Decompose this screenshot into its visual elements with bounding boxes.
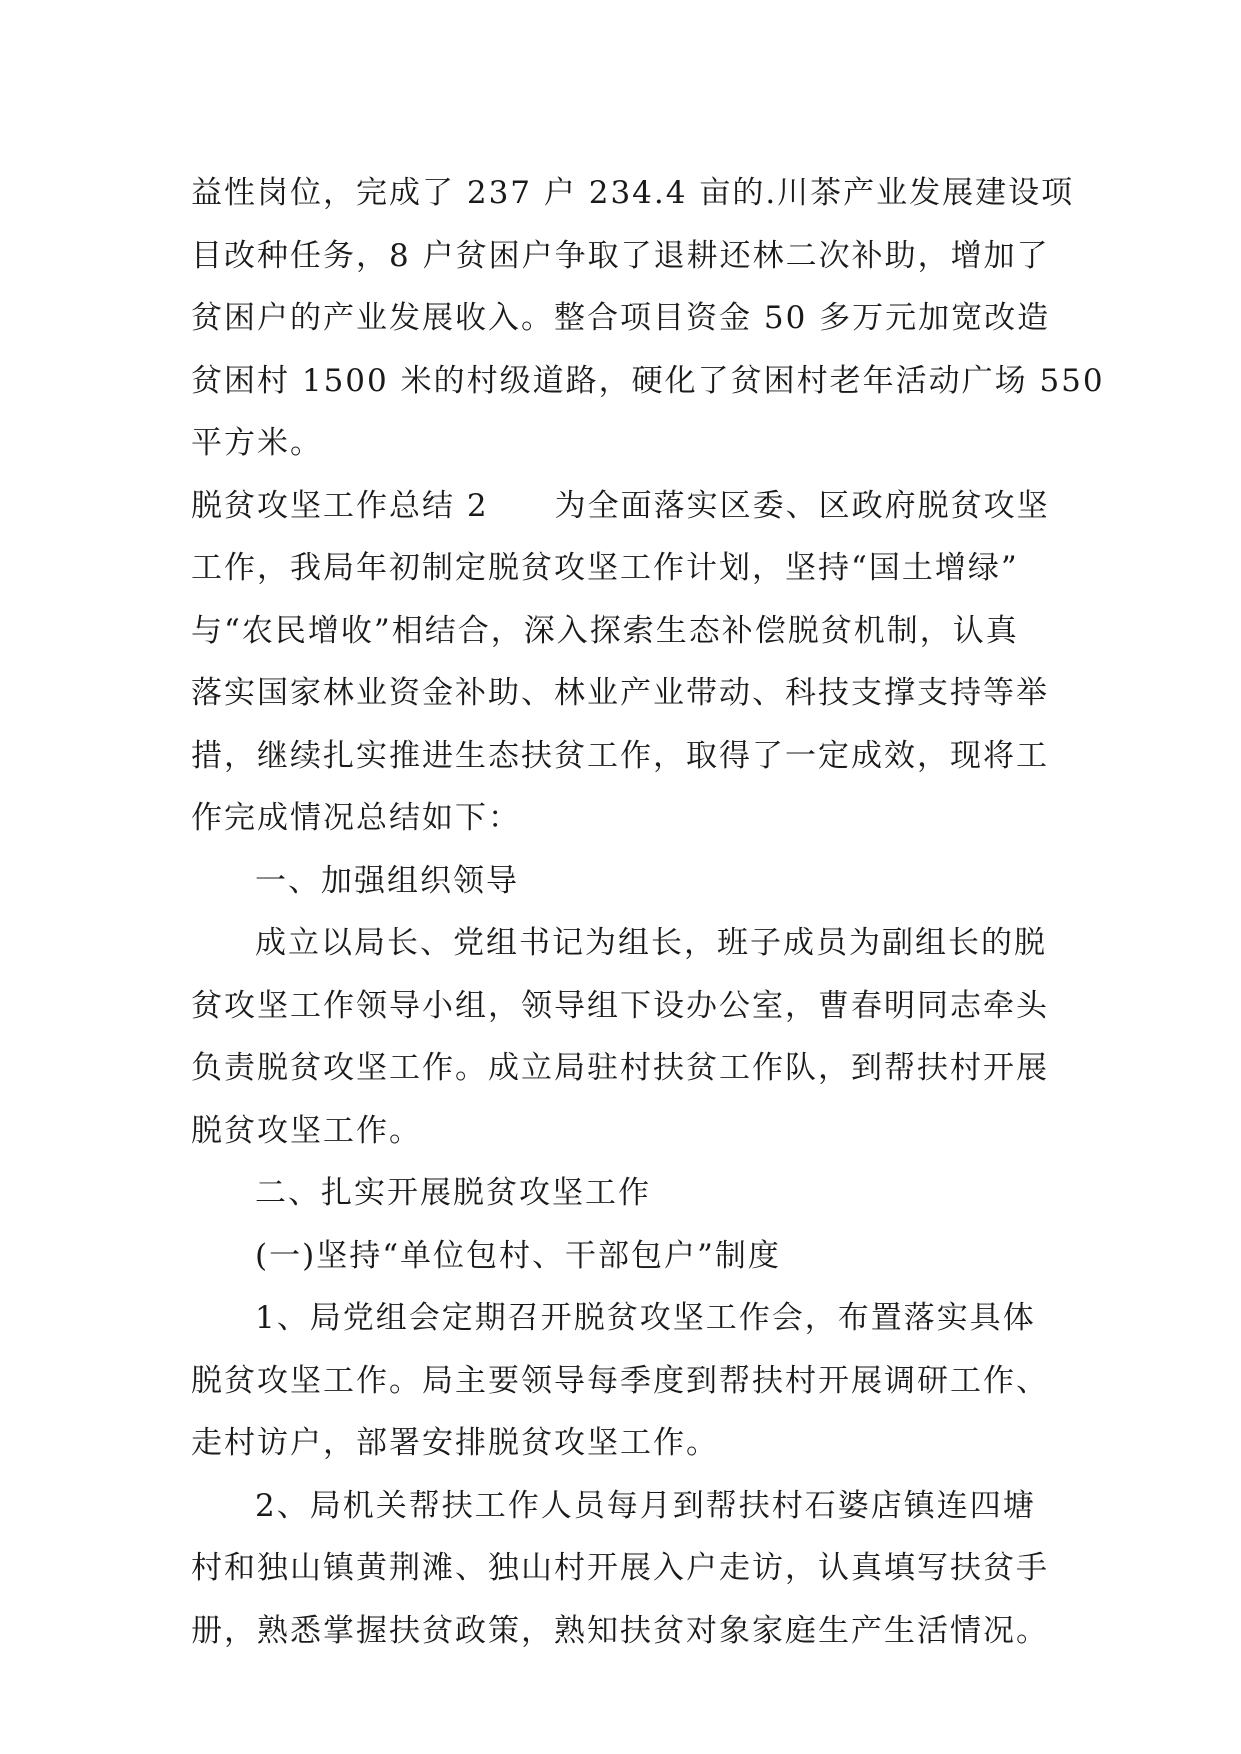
- text-line: 益性岗位，完成了 237 户 234.4 亩的.川茶产业发展建设项: [191, 175, 1075, 211]
- text-line: 贫困户的产业发展收入。整合项目资金 50 多万元加宽改造: [191, 300, 1051, 336]
- text-line: 措，继续扎实推进生态扶贫工作，取得了一定成效，现将工: [191, 737, 1049, 774]
- text-line: 与“农民增收”相结合，深入探索生态补偿脱贫机制，认真: [191, 612, 1019, 649]
- text-line: 脱贫攻坚工作。: [191, 1112, 422, 1149]
- text-line: 成立以局长、党组书记为组长，班子成员为副组长的脱: [255, 925, 1047, 961]
- text-line: 2、局机关帮扶工作人员每月到帮扶村石婆店镇连四塘: [255, 1487, 1036, 1524]
- text-line: 村和独山镇黄荆滩、独山村开展入户走访，认真填写扶贫手: [191, 1550, 1049, 1586]
- text-line: 脱贫攻坚工作。局主要领导每季度到帮扶村开展调研工作、: [191, 1362, 1049, 1399]
- text-line: 册，熟悉掌握扶贫政策，熟知扶贫对象家庭生产生活情况。: [191, 1612, 1049, 1649]
- text-line: 二、扎实开展脱贫攻坚工作: [255, 1175, 651, 1211]
- text-line: 作完成情况总结如下：: [191, 800, 521, 836]
- document-body: [191, 162, 1105, 1662]
- text-line: 目改种任务，8 户贫困户争取了退耕还林二次补助，增加了: [191, 237, 1050, 274]
- text-line: 1、局党组会定期召开脱贫攻坚工作会，布置落实具体: [255, 1300, 1036, 1336]
- text-line: 走村访户，部署安排脱贫攻坚工作。: [191, 1425, 719, 1461]
- text-line: 负责脱贫攻坚工作。成立局驻村扶贫工作队，到帮扶村开展: [191, 1050, 1049, 1086]
- text-line: 一、加强组织领导: [255, 862, 519, 899]
- text-line: 脱贫攻坚工作总结 2 为全面落实区委、区政府脱贫攻坚: [191, 487, 1050, 524]
- text-line: 落实国家林业资金补助、林业产业带动、科技支撑支持等举: [191, 675, 1049, 711]
- text-line: 平方米。: [191, 425, 323, 461]
- text-line: (一)坚持“单位包村、干部包户”制度: [255, 1237, 781, 1274]
- text-line: 工作，我局年初制定脱贫攻坚工作计划，坚持“国土增绿”: [191, 550, 1019, 586]
- text-line: 贫困村 1500 米的村级道路，硬化了贫困村老年活动广场 550: [191, 362, 1105, 399]
- text-line: 贫攻坚工作领导小组，领导组下设办公室，曹春明同志牵头: [191, 987, 1049, 1024]
